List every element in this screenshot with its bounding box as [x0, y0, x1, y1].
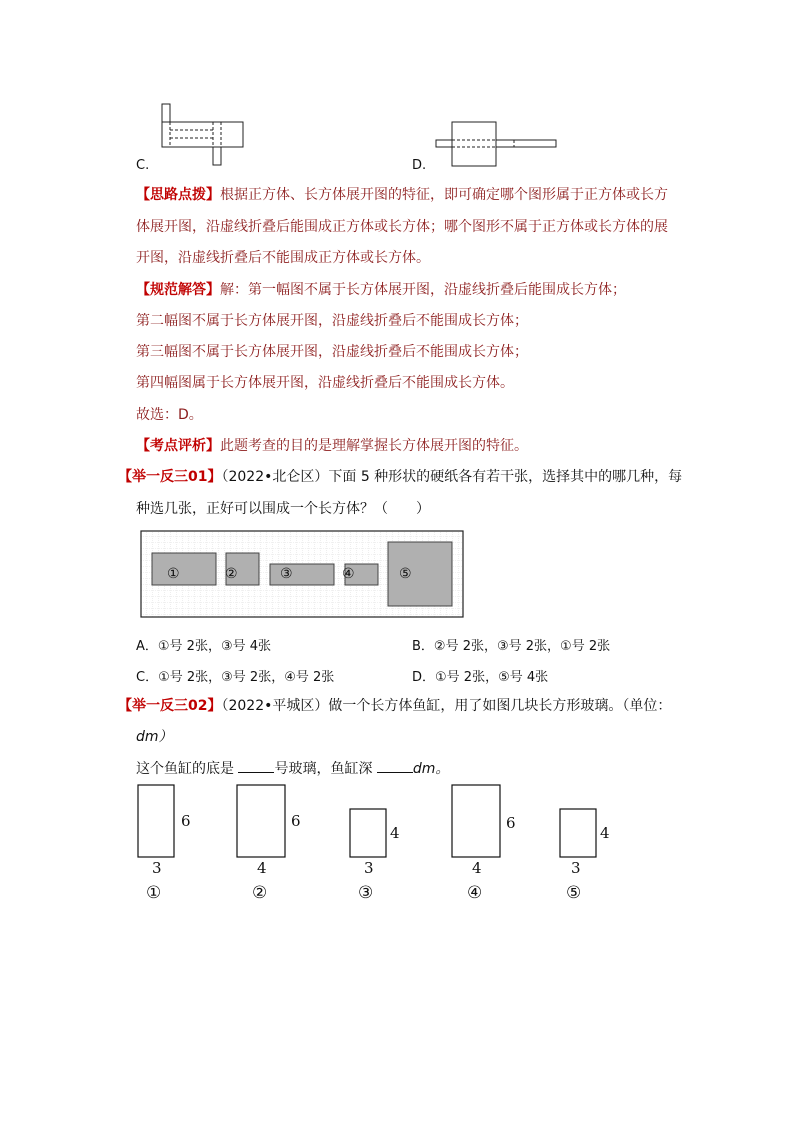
shape-label-1: ①	[167, 566, 180, 582]
option-c-label: C.	[136, 158, 150, 173]
glass-5-label: ⑤	[566, 883, 582, 903]
shape-label-5: ⑤	[399, 566, 412, 582]
analysis-line-1: 【思路点拨】根据正方体、长方体展开图的特征，即可确定哪个图形属于正方体或长方	[136, 187, 668, 203]
q1-tag: 【举一反三01】	[118, 469, 222, 485]
answer-blank-1[interactable]	[238, 760, 274, 773]
review-line: 【考点评析】此题考查的目的是理解掌握长方体展开图的特征。	[136, 438, 528, 454]
review-tag: 【考点评析】	[136, 438, 220, 454]
glass-1-label: ①	[146, 883, 162, 903]
q1-line-1: 【举一反三01】（2022•北仑区）下面 5 种形状的硬纸各有若干张，选择其中的哪几种，每	[118, 469, 683, 485]
glass-panels-figure	[130, 780, 630, 860]
answer-tag: 【规范解答】	[136, 282, 220, 298]
glass-2-width: 4	[257, 859, 267, 877]
answer-blank-2[interactable]	[377, 760, 413, 773]
analysis-tag: 【思路点拨】	[136, 187, 220, 203]
answer-line-4: 第四幅图属于长方体展开图，沿虚线折叠后不能围成长方体。	[136, 375, 514, 391]
shape-label-2: ②	[225, 566, 238, 582]
answer-choice: 故选：D。	[136, 407, 203, 423]
glass-5-width: 3	[571, 859, 581, 877]
option-d-label: D.	[412, 158, 427, 173]
q1-option-d[interactable]: D．①号 2张，⑤号 4张	[412, 670, 549, 685]
glass-3-width: 3	[364, 859, 374, 877]
analysis-line-2: 体展开图，沿虚线折叠后能围成正方体或长方体；哪个图形不属于正方体或长方体的展	[136, 219, 668, 235]
answer-line-3: 第三幅图不属于长方体展开图，沿虚线折叠后不能围成长方体；	[136, 344, 528, 360]
q2-tag: 【举一反三02】	[118, 698, 222, 714]
shape-label-4: ④	[342, 566, 355, 582]
q1-grid-figure	[140, 530, 464, 618]
answer-line-2: 第二幅图不属于长方体展开图，沿虚线折叠后不能围成长方体；	[136, 313, 528, 329]
net-figure-d	[434, 120, 560, 168]
glass-4-label: ④	[467, 883, 483, 903]
q1-option-b[interactable]: B．②号 2张，③号 2张，①号 2张	[412, 639, 611, 654]
glass-3-label: ③	[358, 883, 374, 903]
q1-line-2: 种选几张，正好可以围成一个长方体？（ ）	[136, 501, 430, 517]
q2-line-2: dm）	[136, 729, 173, 745]
glass-5-height: 4	[600, 824, 610, 842]
glass-2-height: 6	[291, 812, 301, 830]
glass-4-width: 4	[472, 859, 482, 877]
analysis-line-3: 开图，沿虚线折叠后不能围成正方体或长方体。	[136, 250, 430, 266]
answer-line-1: 【规范解答】解：第一幅图不属于长方体展开图，沿虚线折叠后能围成长方体；	[136, 282, 626, 298]
q2-prompt: 这个鱼缸的底是 号玻璃，鱼缸深 dm。	[136, 761, 450, 777]
net-figure-c	[158, 102, 248, 168]
q1-option-a[interactable]: A．①号 2张，③号 4张	[136, 639, 272, 654]
glass-1-height: 6	[181, 812, 191, 830]
glass-4-height: 6	[506, 814, 516, 832]
shape-label-3: ③	[280, 566, 293, 582]
glass-2-label: ②	[252, 883, 268, 903]
q2-line-1: 【举一反三02】（2022•平城区）做一个长方体鱼缸，用了如图几块长方形玻璃。（单位：	[118, 698, 672, 714]
glass-1-width: 3	[152, 859, 162, 877]
glass-3-height: 4	[390, 824, 400, 842]
q1-option-c[interactable]: C．①号 2张，③号 2张，④号 2张	[136, 670, 335, 685]
